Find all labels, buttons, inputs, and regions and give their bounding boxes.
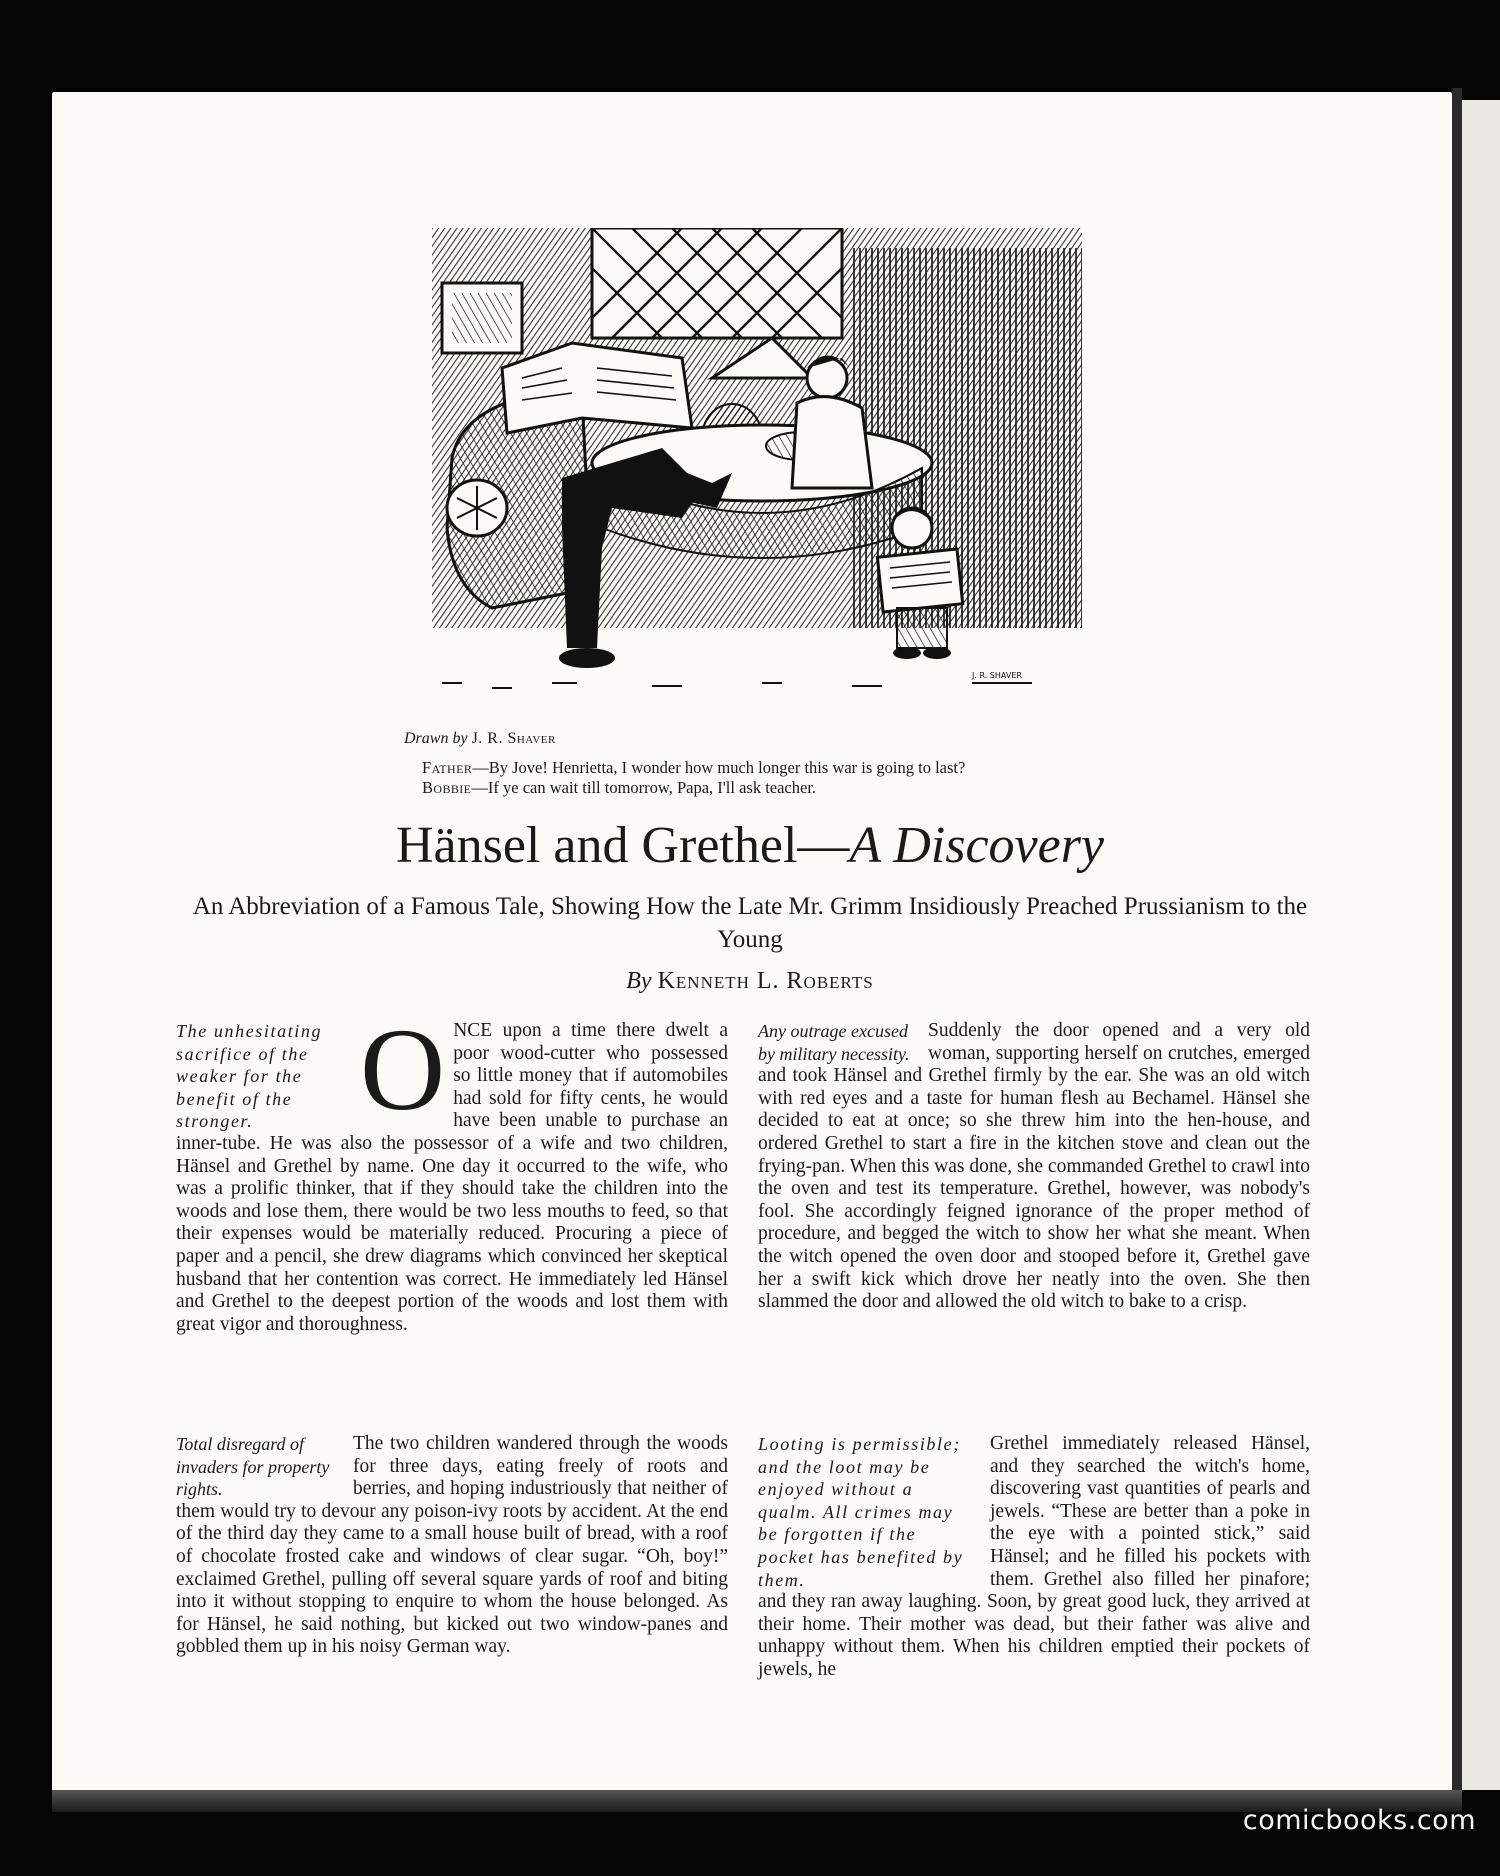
- body-paragraph: NCE upon a time there dwelt a poor wood-cutter who possessed so little money that if automobiles had sold for fifty cents, he would have been unable to purchase an inner-tube. He was also the possessor of a wife and two children, Hänsel and Grethel by name. One day it occurred to the wife, who was a prolific thinker, that if they should take the children into the woods and lose them, there would be two less mouths to feed, so that their expenses would be materially reduced. Procuring a piece of paper and a pencil, she drew diagrams which convinced her skeptical husband that her contention was correct. He immediately led Hänsel and Grethel to the deepest portion of the woods and lost them with great vigor and thoroughness.: [176, 1020, 728, 1335]
- title-italic: A Discovery: [849, 817, 1105, 874]
- site-watermark: comicbooks.com: [1242, 1805, 1476, 1836]
- byline-author: Kenneth L. Roberts: [657, 968, 874, 994]
- caption-line-bobbie: [422, 778, 1122, 798]
- title-dash: —: [797, 817, 850, 874]
- margin-note: The unhesitating sacrifice of the weaker for the benefit of the stronger.: [176, 1021, 323, 1132]
- body-paragraph: Grethel immediately released Hänsel, and they searched the witch's home, discovering vast quantities of pearls and jewels. “These are better than a poke in the eye with a pointed stick,” said Hänsel; and he filled his pockets with them. Grethel also filled her pinafore; and they ran away laughing. Soon, by great good luck, they arrived at their home. Their mother was dead, but their father was alive and unhappy without them. When his children emptied their pockets of jewels, he: [758, 1433, 1310, 1680]
- artist-signature: J. R. SHAVER: [972, 671, 1022, 680]
- margin-note: Any outrage excused by military necessity.: [758, 1021, 910, 1064]
- article-subtitle: An Abbreviation of a Famous Tale, Showing How the Late Mr. Grimm Insidiously Preached Prussianism to the Young: [192, 893, 1308, 953]
- left-section-2: [176, 1433, 728, 1659]
- illustration-drawing: [432, 228, 1082, 708]
- caption-speaker: Father: [422, 758, 473, 777]
- credit-prefix: Drawn by: [404, 730, 468, 747]
- caption-dialogue: —By Jove! Henrietta, I wonder how much longer this war is going to last?: [472, 758, 966, 777]
- body-paragraph: Suddenly the door opened and a very old woman, supporting herself on crutches, emerged and took Hänsel and Grethel firmly by the ear. She was an old witch with red eyes and a taste for human flesh au Bechamel. Hänsel she decided to eat at once; so she threw him into the hen-house, and ordered Grethel to start a fire in the kitchen stove and clean out the frying-pan. When this was done, she commanded Grethel to crawl into the oven and test its temperature. Grethel, however, was nobody's fool. She accordingly feigned ignorance of the proper method of procedure, and begged the witch to show her what she meant. When the witch opened the oven door and stooped before it, Grethel gave her a swift kick which drove her neatly into the oven. She then slammed the door and allowed the old witch to bake to a crisp.: [758, 1020, 1310, 1313]
- article-title: [0, 816, 1500, 876]
- facing-page-sliver: [1462, 100, 1500, 1790]
- title-main: Hänsel and Grethel: [395, 817, 798, 874]
- left-section-1: [176, 1004, 728, 1336]
- drop-cap: O: [360, 1004, 446, 1135]
- byline-by: By: [626, 968, 652, 994]
- facing-page-edge: [1452, 88, 1462, 1806]
- margin-note: Total disregard of invaders for property rights.: [176, 1434, 330, 1500]
- caption-line-father: [422, 758, 1122, 778]
- byline: [0, 968, 1500, 995]
- right-section-1: [758, 1020, 1310, 1314]
- right-section-2: [758, 1433, 1310, 1682]
- illustration-credit: [404, 730, 556, 748]
- margin-note: Looting is permissible; and the loot may be enjoyed without a qualm. All crimes may be forgotten if the pocket has benefited by them.: [758, 1434, 964, 1590]
- cartoon-illustration: [432, 228, 1082, 708]
- caption-dialogue: —If ye can wait till tomorrow, Papa, I'll ask teacher.: [471, 778, 817, 797]
- body-paragraph: The two children wandered through the woods for three days, eating freely of roots and berries, and hoping industriously that neither of them would try to devour any poison-ivy roots by accident. At the end of the third day they came to a small house built of bread, with a roof of chocolate frosted cake and windows of clear sugar. “Oh, boy!” exclaimed Grethel, pulling off several square yards of roof and biting into it without stopping to enquire to whom the house belonged. As for Hänsel, he said nothing, but kicked out two window-panes and gobbled them up in his noisy German way.: [176, 1433, 728, 1658]
- caption-speaker: Bobbie: [422, 778, 472, 797]
- credit-artist: J. R. Shaver: [471, 730, 556, 747]
- cartoon-caption: [422, 758, 1122, 798]
